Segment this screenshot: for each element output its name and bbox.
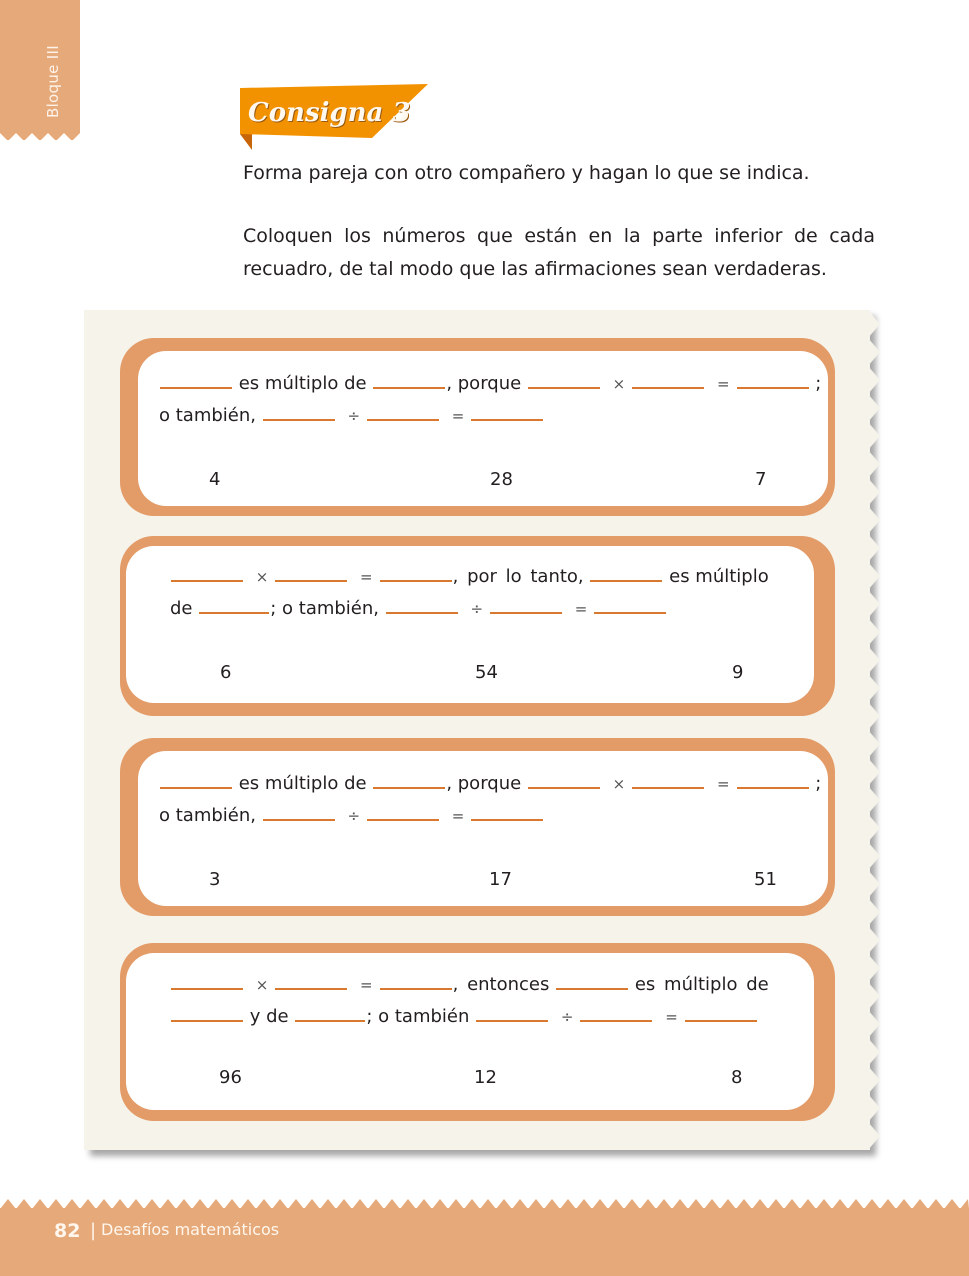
card-2-line-1 [170, 561, 769, 593]
zigzag-edge-right [868, 310, 882, 1150]
divide-sign: ÷ [560, 1008, 574, 1026]
statement-text: es múltiplo de [238, 773, 367, 794]
statement-text: o también, [159, 405, 256, 426]
card-4-line-2 [170, 1001, 758, 1033]
option-number: 12 [474, 1067, 497, 1088]
answer-blank[interactable] [171, 970, 243, 990]
statement-text: es múltiplo de [238, 373, 367, 394]
answer-blank[interactable] [490, 594, 562, 614]
answer-blank[interactable] [367, 401, 439, 421]
page-footer [0, 1208, 969, 1276]
option-number: 6 [220, 662, 232, 683]
equals-sign: = [574, 600, 588, 618]
option-number: 7 [755, 469, 767, 490]
answer-blank[interactable] [275, 970, 347, 990]
exercise-card-3 [120, 738, 835, 916]
answer-blank[interactable] [380, 562, 452, 582]
statement-text: ; o también, [270, 598, 380, 619]
divide-sign: ÷ [470, 600, 484, 618]
answer-blank[interactable] [263, 801, 335, 821]
consigna-banner [240, 84, 430, 152]
statement-text: y de [249, 1006, 289, 1027]
exercise-panel [84, 310, 870, 1150]
answer-blank[interactable] [373, 369, 445, 389]
statement-text: ; o también [366, 1006, 470, 1027]
option-number: 3 [209, 869, 221, 890]
answer-blank[interactable] [590, 562, 662, 582]
equals-sign: = [360, 976, 373, 994]
footer-separator: | [90, 1220, 97, 1241]
answer-blank[interactable] [471, 401, 543, 421]
answer-blank[interactable] [199, 594, 269, 614]
divide-sign: ÷ [347, 807, 361, 825]
answer-blank[interactable] [160, 769, 232, 789]
answer-blank[interactable] [263, 401, 335, 421]
answer-blank[interactable] [295, 1002, 365, 1022]
statement-text: , porque [446, 373, 522, 394]
statement-text: , por lo tanto, [452, 566, 584, 587]
card-4-line-1 [170, 969, 769, 1001]
answer-blank[interactable] [632, 769, 704, 789]
equals-sign: = [716, 775, 730, 793]
answer-blank[interactable] [275, 562, 347, 582]
answer-blank[interactable] [171, 562, 243, 582]
answer-blank[interactable] [380, 970, 452, 990]
answer-blank[interactable] [632, 369, 704, 389]
multiply-sign: × [612, 375, 626, 393]
answer-blank[interactable] [580, 1002, 652, 1022]
statement-text: , porque [446, 773, 522, 794]
zigzag-edge [0, 131, 80, 141]
answer-blank[interactable] [737, 769, 809, 789]
statement-text: es múltiplo de [634, 974, 769, 995]
card-3-line-1 [159, 768, 821, 800]
exercise-card-1 [120, 338, 835, 516]
statement-text: es múltiplo [669, 566, 769, 587]
answer-blank[interactable] [528, 769, 600, 789]
answer-blank[interactable] [373, 769, 445, 789]
exercise-card-2 [120, 536, 835, 716]
banner-title: Consigna 3 [248, 98, 411, 128]
multiply-sign: × [612, 775, 626, 793]
option-number: 9 [732, 662, 744, 683]
option-number: 96 [219, 1067, 242, 1088]
answer-blank[interactable] [471, 801, 543, 821]
equals-sign: = [451, 807, 465, 825]
card-1-line-2 [159, 400, 544, 432]
equals-sign: = [716, 375, 730, 393]
book-title: Desafíos matemáticos [101, 1220, 280, 1239]
equals-sign: = [665, 1008, 678, 1026]
answer-blank[interactable] [528, 369, 600, 389]
intro-instruction: Forma pareja con otro compañero y hagan lo que se indica. [243, 162, 810, 184]
option-number: 28 [490, 469, 513, 490]
exercise-card-4 [120, 943, 835, 1121]
multiply-sign: × [255, 976, 269, 994]
card-3-line-2 [159, 800, 544, 832]
divide-sign: ÷ [347, 407, 361, 425]
option-number: 17 [489, 869, 512, 890]
statement-text: ; [815, 773, 822, 794]
zigzag-edge [0, 1198, 969, 1209]
equals-sign: = [360, 568, 373, 586]
block-label: Bloque III [44, 45, 62, 118]
statement-text: ; [815, 373, 822, 394]
answer-blank[interactable] [160, 369, 232, 389]
answer-blank[interactable] [685, 1002, 757, 1022]
answer-blank[interactable] [476, 1002, 548, 1022]
answer-blank[interactable] [386, 594, 458, 614]
intro-description: Coloquen los números que están en la parte inferior de cada recuadro, de tal modo que las afirmaciones sean verdaderas. [243, 225, 875, 280]
statement-text: de [170, 598, 193, 619]
option-number: 4 [209, 469, 221, 490]
answer-blank[interactable] [594, 594, 666, 614]
equals-sign: = [451, 407, 465, 425]
page-number: 82 [54, 1220, 81, 1242]
statement-text: o también, [159, 805, 256, 826]
statement-text: , entonces [452, 974, 550, 995]
option-number: 8 [731, 1067, 743, 1088]
card-1-line-1 [159, 368, 821, 400]
card-2-line-2 [170, 593, 667, 625]
multiply-sign: × [255, 568, 269, 586]
answer-blank[interactable] [367, 801, 439, 821]
answer-blank[interactable] [171, 1002, 243, 1022]
option-number: 51 [754, 869, 777, 890]
answer-blank[interactable] [556, 970, 628, 990]
option-number: 54 [475, 662, 498, 683]
side-tab [0, 0, 80, 140]
answer-blank[interactable] [737, 369, 809, 389]
